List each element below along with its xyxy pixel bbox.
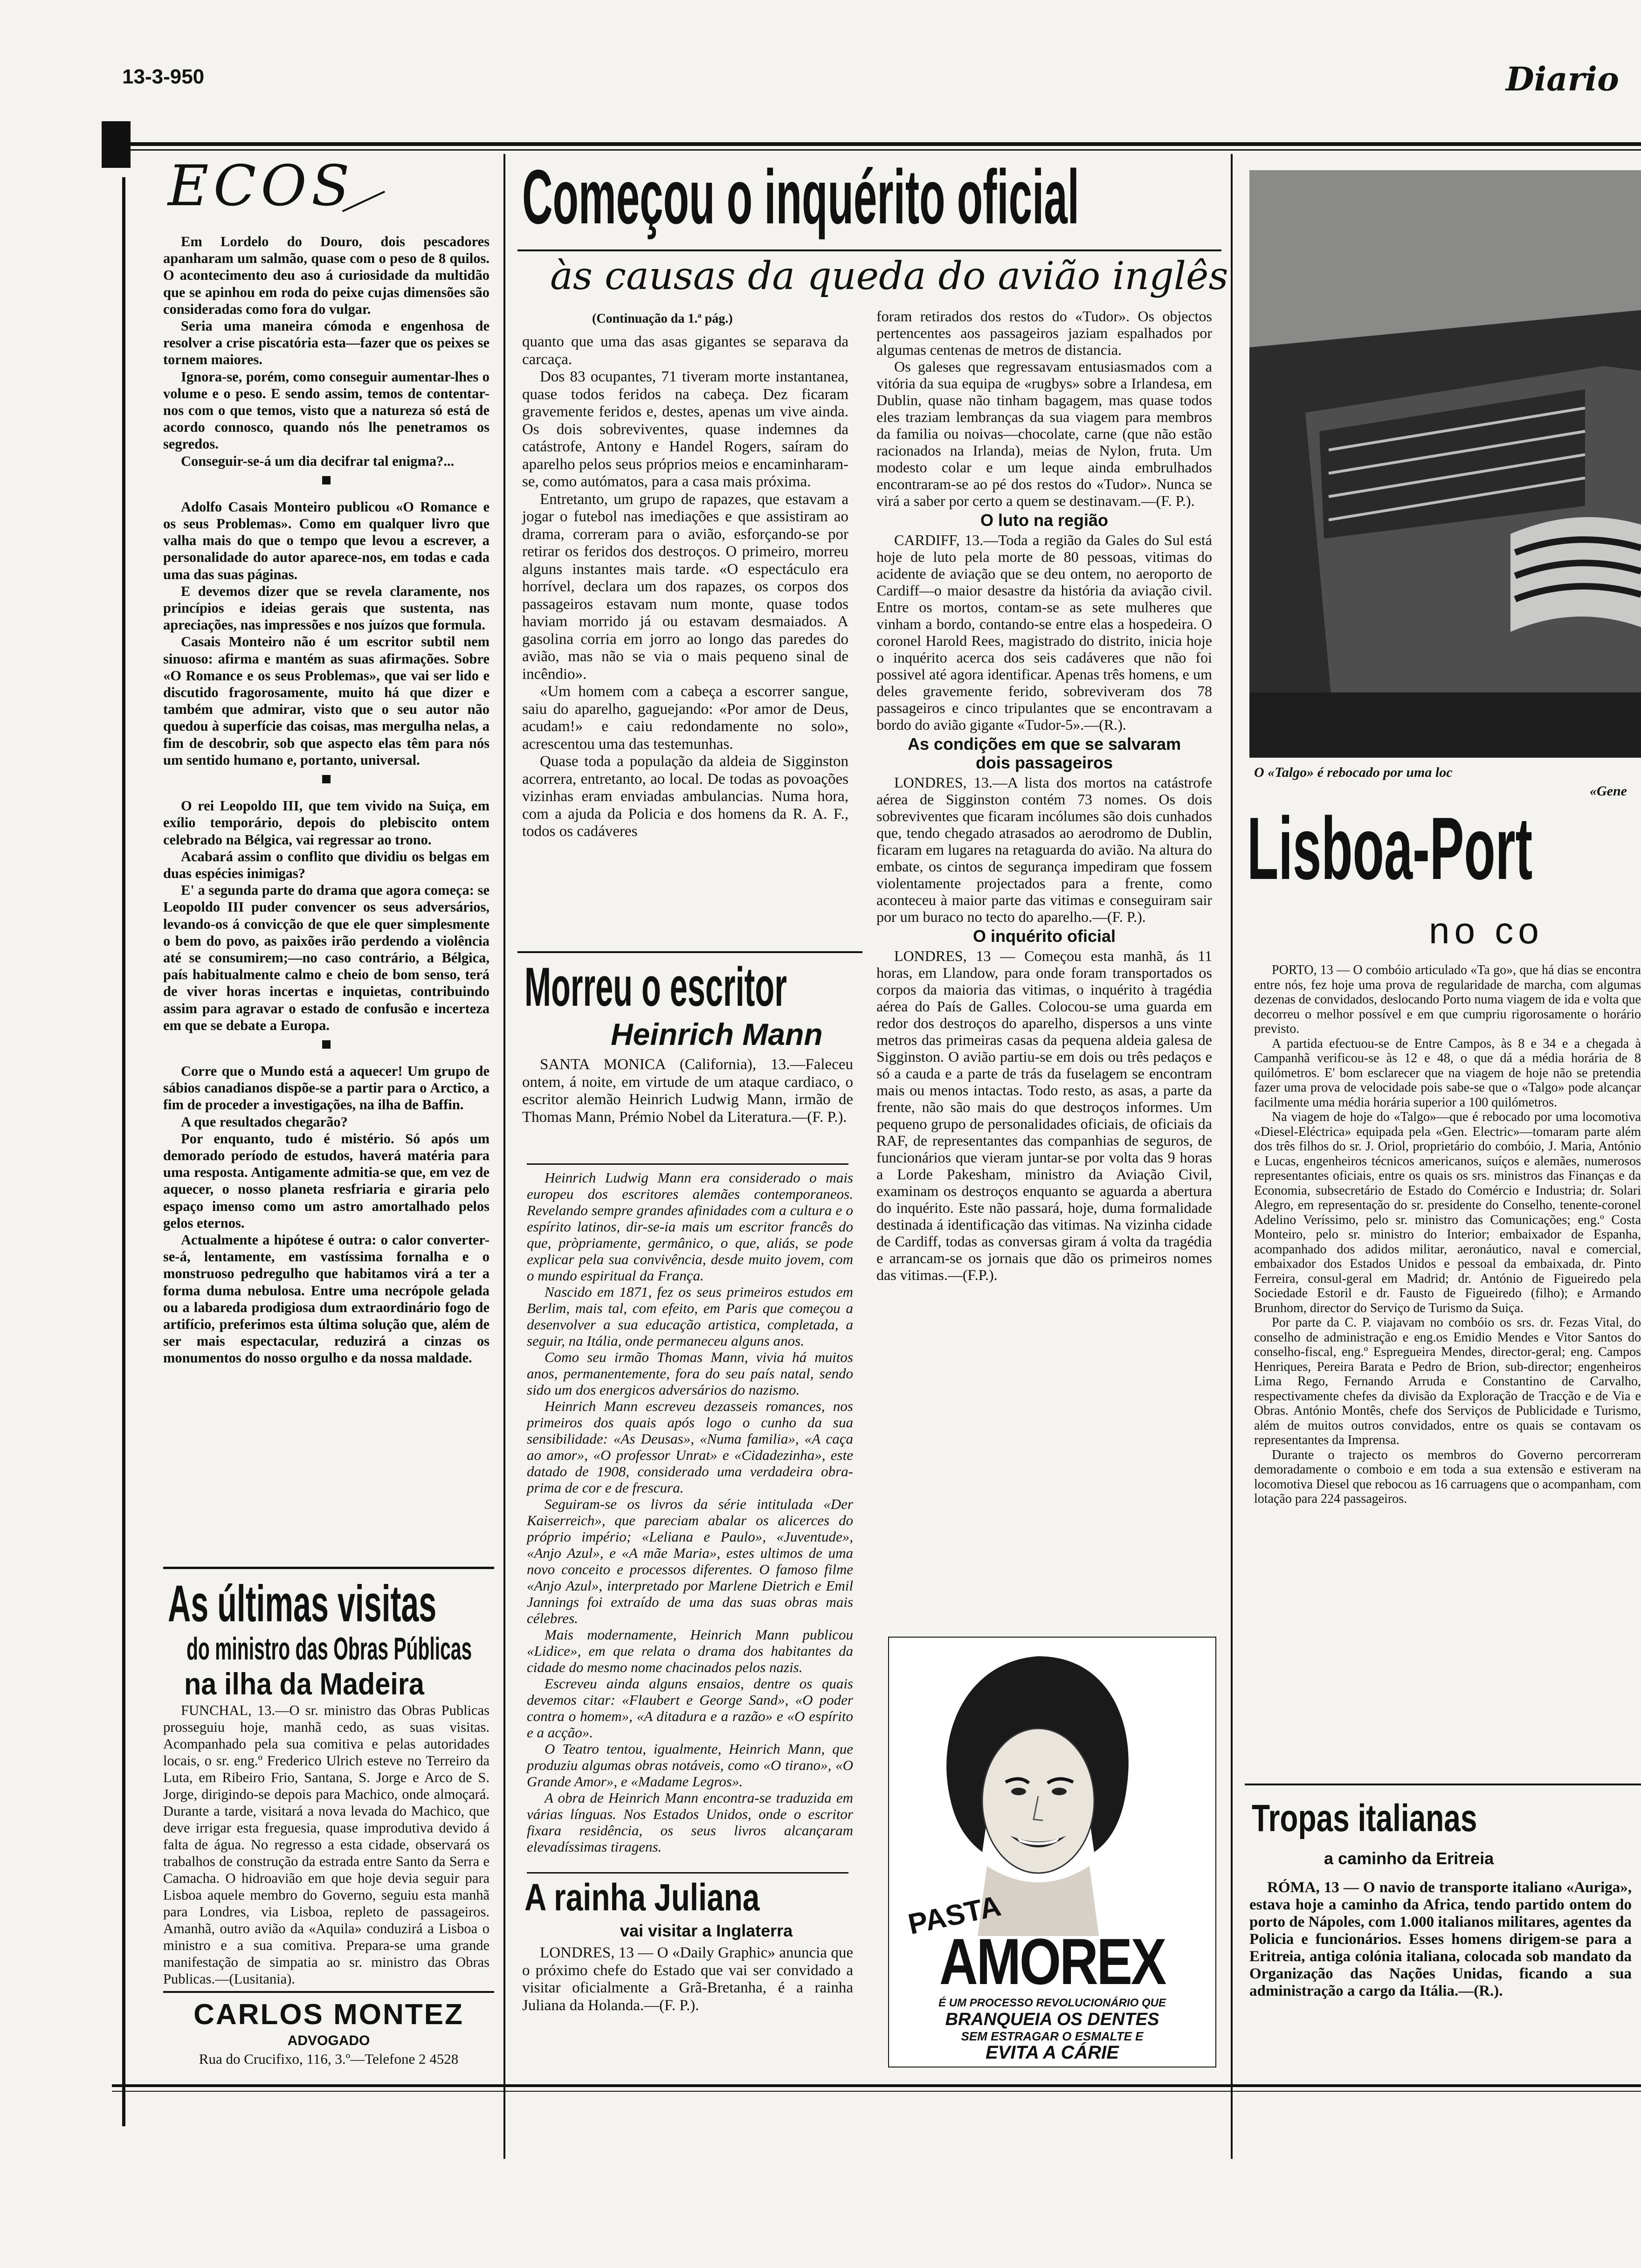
left-border-rule: [122, 177, 125, 2126]
ecos-separator-icon: [322, 476, 331, 484]
ad-line-3: SEM ESTRAGAR O ESMALTE E: [961, 2029, 1144, 2043]
ecos-item: Adolfo Casais Monteiro publicou «O Romance e os seus Problemas». Como em qualquer livro que valha mais do que o tempo que levou a escrever, a personalidade do autor aparece-nos, em todas e cada uma das suas páginas. E devemos dizer que se revela claramente, nos princípios e ideias gerais que sustenta, nas apreciações, nas impressões e nos juízos que formula. Casais Monteiro não é um escritor subtil nem sinuoso: afirma e mantém as suas afirmações. Sobre «O Romance e os seus Problemas», que vai ser lido e discutido fragorosamente, muito há que dizer e também que admirar, visto que o seu autor não quedou à superfície das coisas, mas mergulha nelas, a fim de descobrir, sob que aspecto elas têm para nós um sentido humano e, portanto, universal.: [163, 498, 490, 768]
ecos-item: Corre que o Mundo está a aquecer! Um grupo de sábios canadianos dispõe-se a partir para o Arctico, a fim de proceder a investigações, na ilha de Baffin. A que resultados chegarão? Por enquanto, tudo é mistério. Só após um demorado período de estudos, haverá matéria para uma resposta. Antigamente admitia-se que, em vez de aquecer, o nosso planeta resfriaria e giraria pelo espaço imenso como um astro amortalhado pelos gelos eternos. Actualmente a hipótese é outra: o calor converter-se-á, lentamente, em vastíssima fornalha e o monstruoso pedregulho que habitamos virá a ter a forma duma nebulosa. Entre uma necrópole gelada ou a labareda prodigiosa dum extraordinário fogo de artifício, preferimos esta última solução que, além de ser mais espectacular, reduzirá a cinzas os monumentos do nosso orgulho e da nossa maldade.: [163, 1063, 490, 1366]
juliana-body: LONDRES, 13 — O «Daily Graphic» anuncia que o próximo chefe do Estado que vai ser convidado a visitar oficialmente a Grã-Bretanha, é a rainha Juliana da Holanda.—(F. P.).: [522, 1944, 853, 2014]
mann-title: Morreu o escritor: [524, 956, 787, 1018]
inquerito-rule: [517, 249, 1221, 251]
mann-bottom-rule: [527, 1872, 848, 1874]
inquerito-oficial-heading: O inquérito oficial: [972, 927, 1116, 946]
tropas-body: RÓMA, 13 — O navio de transporte italiano «Auriga», estava hoje a caminho da Africa, tendo partido ontem do porto de Nápoles, com 1.000 italianos militares, agentes da Policia e funcionários. Esses homens dirigem-se para a Eritreia, antiga colónia italiana, colocada sob mandato da Organização das Nações Unidas, ficando a sua administração a cargo da Itália.—(R.).: [1249, 1879, 1632, 1999]
corner-block: [102, 121, 131, 168]
ecos-item: O rei Leopoldo III, que tem vivido na Suiça, em exílio temporário, depois do plebiscito ontem celebrado na Bélgica, vai regressar ao trono. Acabará assim o conflito que dividiu os belgas em duas espécies inimigas? E' a segunda parte do drama que agora começa: se Leopoldo III puder convencer os seus adversários, levando-os á convicção de que ele quer simplesmente o bem do povo, as paixões irão perdendo a violência até se consumirem;—no caso contrário, a Bélgica, país habitualmente calmo e cheio de bom senso, terá de viver horas incertas e inquietas, contribuindo assim para agravar o estado de confusão e incerteza em que se debate a Europa.: [163, 798, 490, 1033]
mann-subtitle: Heinrich Mann: [611, 1017, 823, 1051]
header-rule: [103, 142, 1641, 146]
montez-address: Rua do Crucifixo, 116, 3.º—Telefone 2 4528: [199, 2051, 459, 2067]
ad-line-2: BRANQUEIA OS DENTES: [945, 2010, 1159, 2029]
inquerito-continuation: (Continuação da 1.ª pág.): [592, 311, 733, 326]
header-rule-thin: [103, 149, 1641, 151]
montez-name: CARLOS MONTEZ: [193, 1998, 464, 2031]
amorex-ad: [888, 1637, 1216, 2067]
visitas-subtitle: do ministro das Obras Públicas: [186, 1631, 472, 1666]
condicoes-heading: As condições em que se salvaram dois passageiros: [907, 734, 1181, 772]
inquerito-subtitle: às causas da queda do avião inglês: [550, 254, 1228, 298]
juliana-subtitle: vai visitar a Inglaterra: [620, 1921, 793, 1940]
montez-rule: [163, 1991, 494, 1993]
footer-rule: [112, 2084, 1641, 2087]
ecos-separator-icon: [322, 775, 331, 783]
inquerito-col2: foram retirados dos restos do «Tudor». Os objectos pertencentes aos passageiros jaziam espalhados por algumas centenas de metros de distancia. Os galeses que regressavam entusiasmados com a vitória da sua equipa de «rugbys» sobre a Irlandesa, em Dublin, quase não tinham bagagem, mas quase todos eles traziam lembranças da sua viagem para membros da familia ou noivas—chocolate, carne (que não estão racionados na Irlanda), meias de Nylon, fruta. Um modesto colar e um leque ainda embrulhados encontraram-se ao pé dos restos do «Tudor». Nunca se virá a saber por certo a quem se destinavam.—(F. P.). O luto na região CARDIFF, 13.—Toda a região da Gales do Sul está hoje de luto pela morte de 80 pessoas, vitimas do acidente de aviação que se deu ontem, no aeroporto de Cardiff—o maior desastre da história da aviação civil. Entre os mortos, contam-se as sete mulheres que vinham a bordo, contando-se entre elas a hospedeira. O coronel Harold Rees, magistrado do distrito, inicia hoje o inquérito acerca dos seis cadáveres que não foi possivel até agora identificar. Apenas três homens, e um deles gravemente ferido, sobreviveram dos 78 passageiros e cinco tripulantes que se encontravam a bordo do avião gigante «Tudor-5».—(R.). As condições em que se salvaram dois passageiros LONDRES, 13.—A lista dos mortos na catástrofe aérea de Sigginston contém 73 nomes. Os dois sobreviventes que ficaram incólumes são dois cunhados que, tendo chegado atrasados ao aerodromo de Dublin, ficaram em lugares na retaguarda do avião. Na altura do embate, os cintos de segurança impediram que fossem violentamente projectados para a frente, como aconteceu à maior parte das vitimas e conseguiram sair por um buraco no tecto do aparelho.—(F. P.). O inquérito oficial LONDRES, 13 — Começou esta manhã, ás 11 horas, em Llandow, para onde foram transportados os corpos da maioria das vitimas, o inquérito à tragédia aérea do País de Galles. Colocou-se uma guarda em redor dos destroços do aparelho, dispersos a uns vinte metros das primeiras casas da pequena aldeia galesa de Sigginston. O avião partiu-se em dois ou três pedaços e só a cauda e a parte de trás da fuselagem se encontram mais ou menos intactas. Todo resto, as asas, a parte da frente, não são mais do que destroços informes. Um pequeno grupo de personalidades oficiais, de oficiais da RAF, de representantes das companhias de seguros, de funcionários que vieram juntar-se por volta das 9 horas a Lorde Pakesham, ministro da Aviação Civil, examinam os destroços enquanto se aguarda a abertura do inquérito. Este não passará, hoje, duma formalidade destinada á identificação das vitimas. Na vizinha cidade de Cardiff, todas as conversas giram á volta da tragédia e arrancam-se os jornais que dão os primeiros nomes das vitimas.—(F.P.).: [876, 308, 1212, 1283]
tropas-subtitle: a caminho da Eritreia: [1324, 1849, 1494, 1868]
photo-caption-1: O «Talgo» é rebocado por uma loc: [1254, 765, 1453, 780]
visitas-title: As últimas visitas: [168, 1575, 437, 1632]
footer-rule-thin: [112, 2091, 1641, 2092]
column-rule-1: [503, 154, 505, 2159]
ad-brand: AMOREX: [939, 1925, 1165, 1998]
montez-role: ADVOGADO: [287, 2033, 370, 2048]
luto-heading: O luto na região: [980, 511, 1109, 530]
visitas-body: FUNCHAL, 13.—O sr. ministro das Obras Publicas prosseguiu hoje, manhã cedo, as suas visitas. Acompanhado pela sua comitiva e pelas autoridades locais, o sr. eng.º Frederico Ulrich esteve no Terreiro da Luta, em Ribeiro Frio, Santana, S. Jorge e Arco de S. Jorge, dirigindo-se depois para Machico, onde almoçará. Durante a tarde, visitará a nova levada do Machico, que deve irrigar esta freguesia, quase improdutiva devido á falta de água. No regresso a esta cidade, observará os trabalhos de construção da estrada entre Santo da Serra e Camacha. O hidroavião em que hoje devia seguir para Lisboa aquele membro do Governo, seguiu esta manhã para Londres, via Lisboa, repleto de passageiros. Amanhã, outro avião da «Aquila» conduzirá a Lisboa o ministro e a sua comitiva. Prepara-se uma grande manifestação de simpatia ao sr. ministro das Obras Publicas.—(Lusitania).: [163, 1702, 490, 1987]
ecos-bottom-rule: [163, 1567, 494, 1569]
ecos-item: Em Lordelo do Douro, dois pescadores apanharam um salmão, quase com o peso de 8 quilos. O acontecimento deu aso á curiosidade da multidão que se apinhou em roda do peixe cujas dimensões são consideradas como fora do vulgar. Seria uma maneira cómoda e engenhosa de resolver a crise piscatória esta—fazer que os peixes se tornem maiores. Ignora-se, porém, como conseguir aumentar-lhes o volume e o peso. E sendo assim, temos de contentar-nos com o que temos, visto que a natureza só está de acordo connosco, quando nós lhe penetramos os segredos. Conseguir-se-á um dia decifrar tal enigma?...: [163, 234, 490, 469]
masthead: Diario: [1506, 60, 1619, 98]
page-date: 13-3-950: [122, 65, 205, 88]
mann-biography: Heinrich Ludwig Mann era considerado o mais europeu dos escritores alemães contemporaneos. Revelando sempre grandes afinidades com a cultura e o espírito latinos, dir-se-ia mais um escritor francês do que, pròpriamente, germânico, o que, aliás, se pode explicar pela sua convivência, desde muito jovem, com o mundo espiritual da França. Nascido em 1871, fez os seus primeiros estudos em Berlim, mais tal, com efeito, em Paris que começou a desenvolver a sua educação artistica, completada, a seguir, na Itália, onde permaneceu alguns anos. Como seu irmão Thomas Mann, vivia há muitos anos, permanentemente, fora do seu país natal, sendo sido um dos energicos adversários do nazismo. Heinrich Mann escreveu dezasseis romances, nos primeiros dos quais após logo o cunho da sua sensibilidade: «As Deusas», «Numa familia», «A caça ao amor», «O professor Unrat» e «Cidadezinha», este datado de 1908, considerado uma verdadeira obra-prima de cor e de frescura. Seguiram-se os livros da série intitulada «Der Kaiserreich», que pareciam abalar os alicerces do próprio império; «Leliana e Paulo», «Juventude», «Anjo Azul», e «A mãe Maria», estes ultimos de uma novo conceito e processos diferentes. O famoso filme «Anjo Azul», interpretado por Marlene Dietrich e Emil Jannings foi extraído de uma das suas obras mais célebres. Mais modernamente, Heinrich Mann publicou «Lidice», em que relata o drama dos habitantes da cidade do mesmo nome chacinados pelos nazis. Escreveu ainda alguns ensaios, dentre os quais devemos citar: «Flaubert e George Sand», «O poder contra o homem», «A ditadura e a razão» e «O espírito e a acção». O Teatro tentou, igualmente, Heinrich Mann, que produziu algumas obras notáveis, como «O tirano», «O Grande Amor», e «Madame Legros». A obra de Heinrich Mann encontra-se traduzida em várias línguas. Nos Estados Unidos, onde o escritor fixara residência, os seus livros alcançaram elevadíssimas tiragens.: [527, 1169, 853, 1855]
visitas-subtitle-2: na ilha da Madeira: [184, 1666, 424, 1701]
tropas-title: Tropas italianas: [1252, 1797, 1477, 1839]
inquerito-title: Começou o inquérito oficial: [522, 154, 1079, 240]
mann-top-rule: [517, 951, 862, 953]
talgo-photo: [1249, 170, 1641, 758]
column-rule-2: [1231, 154, 1233, 2159]
juliana-title: A rainha Juliana: [524, 1876, 760, 1919]
mann-italic-rule: [527, 1163, 848, 1165]
mann-lead: SANTA MONICA (California), 13.—Faleceu ontem, á noite, em virtude de um ataque cardiaco, o escritor alemão Heinrich Ludwig Mann, irmão de Thomas Mann, Prémio Nobel da Literatura.—(F. P.).: [522, 1056, 853, 1126]
tropas-top-rule: [1245, 1784, 1641, 1785]
ad-pasta: PASTA: [905, 1889, 1004, 1941]
woman-portrait-icon: [931, 1647, 1145, 1936]
ecos-title: ECOS: [168, 154, 354, 219]
ad-line-4: EVITA A CÁRIE: [986, 2042, 1119, 2063]
inquerito-col1: quanto que uma das asas gigantes se separava da carcaça. Dos 83 ocupantes, 71 tiveram morte instantanea, quase todos feridos na cabeça. Dez ficaram gravemente feridos e, destes, apenas um vive ainda. Os dois sobreviventes, quase indemnes da catástrofe, Antony e Handel Rogers, saíram do aparelho pelos seus próprios meios e encaminharam-se, como autómatos, para a casa mais próxima. Entretanto, um grupo de rapazes, que estavam a jogar o futebol nas imediações e que assistiram ao drama, correram para o avião, esforçando-se por retirar os feridos dos destroços. O primeiro, morreu alguns instantes mais tarde. «O espectáculo era horrível, declara um dos rapazes, os corpos dos passageiros estavam num monte, quase todos haviam morrido já ou estavam desmaiados. A gasolina corria em jorro ao longo das paredes do avião, mas não se via o mais pequeno sinal de incêndio». «Um homem com a cabeça a escorrer sangue, saiu do aparelho, gaguejando: «Por amor de Deus, acudam!» e caiu redondamente no solo», acrescentou uma das testemunhas. Quase toda a população da aldeia de Sigginston acorrera, entretanto, ao local. De todas as povoações vizinhas eram enviadas ambulancias. Numa hora, com a ajuda da Policia e dos homens da R. A. F., todos os cadáveres: [522, 333, 848, 840]
lisboa-body: PORTO, 13 — O combóio articulado «Ta go», que há dias se encontra entre nós, fez hoje uma prova de regularidade de marcha, com algumas dezenas de convidados, deslocando Porto numa viagem de ida e volta que decorreu o melhor possível e em que cumpriu rigorosamente o horário previsto. A partida efectuou-se de Entre Campos, às 8 e 34 e a chegada à Campanhã verificou-se às 12 e 48, o que dá a média horária de 8 quilómetros. E' bom esclarecer que na viagem de hoje não se pretendia fazer uma prova de velocidade pois sabe-se que o «Talgo» pode alcançar facilmente uma média horária superior a 100 quilómetros. Na viagem de hoje do «Talgo»—que é rebocado por uma locomotiva «Diesel-Eléctrica» equipada pela «Gen. Electric»—tomaram parte além dos três filhos do sr. J. Oriol, proprietário do combóio, J. Maria, António e Lucas, engenheiros técnicos americanos, suíços e alemães, numerosos representantes oficiais, entre os quais os srs. ministros das Finanças e da Economia, subsecretário de Estado do Comércio e Industria; dr. Solari Alegro, em representação do sr. presidente do Conselho, tenente-coronel Adelino Veríssimo, pelo sr. ministro das Comunicações; eng.º Costa Monteiro, pelo sr. ministro do Interior; embaixador de Espanha, acompanhado dos adidos militar, aeronáutico, naval e comercial, embaixador dos Estados Unidos e pessoal da embaixada, dr. Pinto Ferreira, consul-geral em Madrid; dr. António de Figueiredo pela Sociedade Estoril e dr. Fausto de Figueiredo (filho); e Armando Brunhom, director do Serviço de Turismo da Suiça. Por parte da C. P. viajavam no combóio os srs. dr. Fezas Vital, do conselho de administração e eng.os Emidio Mendes e Vitor Santos do conselho-fiscal, eng.º Espregueira Mendes, director-geral; eng. Campos Henriques, Pereira Barata e Pedro de Brion, sub-director; engenheiros Lima Rego, Fernando Arruda e Constantino de Carvalho, respectivamente chefes da divisão da Exploração de Tracção e de Via e Obras. António Montês, chefe dos Serviços de Publicidade e Turismo, além de muitos outros convidados, entre os quais se contavam os representantes da Imprensa. Durante o trajecto os membros do Governo percorreram demoradamente o comboio e em toda a sua extensão e estiveram na locomotiva Diesel que rebocou as 16 carruagens que o acompanham, com lotação para 224 passageiros.: [1254, 963, 1641, 1506]
lisboa-title: Lisboa-Port: [1247, 799, 1533, 898]
ecos-column: [163, 233, 490, 1367]
ecos-separator-icon: [322, 1040, 331, 1049]
ad-line-1: É UM PROCESSO REVOLUCIONÁRIO QUE: [938, 1997, 1166, 2009]
lisboa-subtitle: no co: [1429, 910, 1544, 951]
photo-caption-2: «Gene: [1590, 783, 1627, 799]
